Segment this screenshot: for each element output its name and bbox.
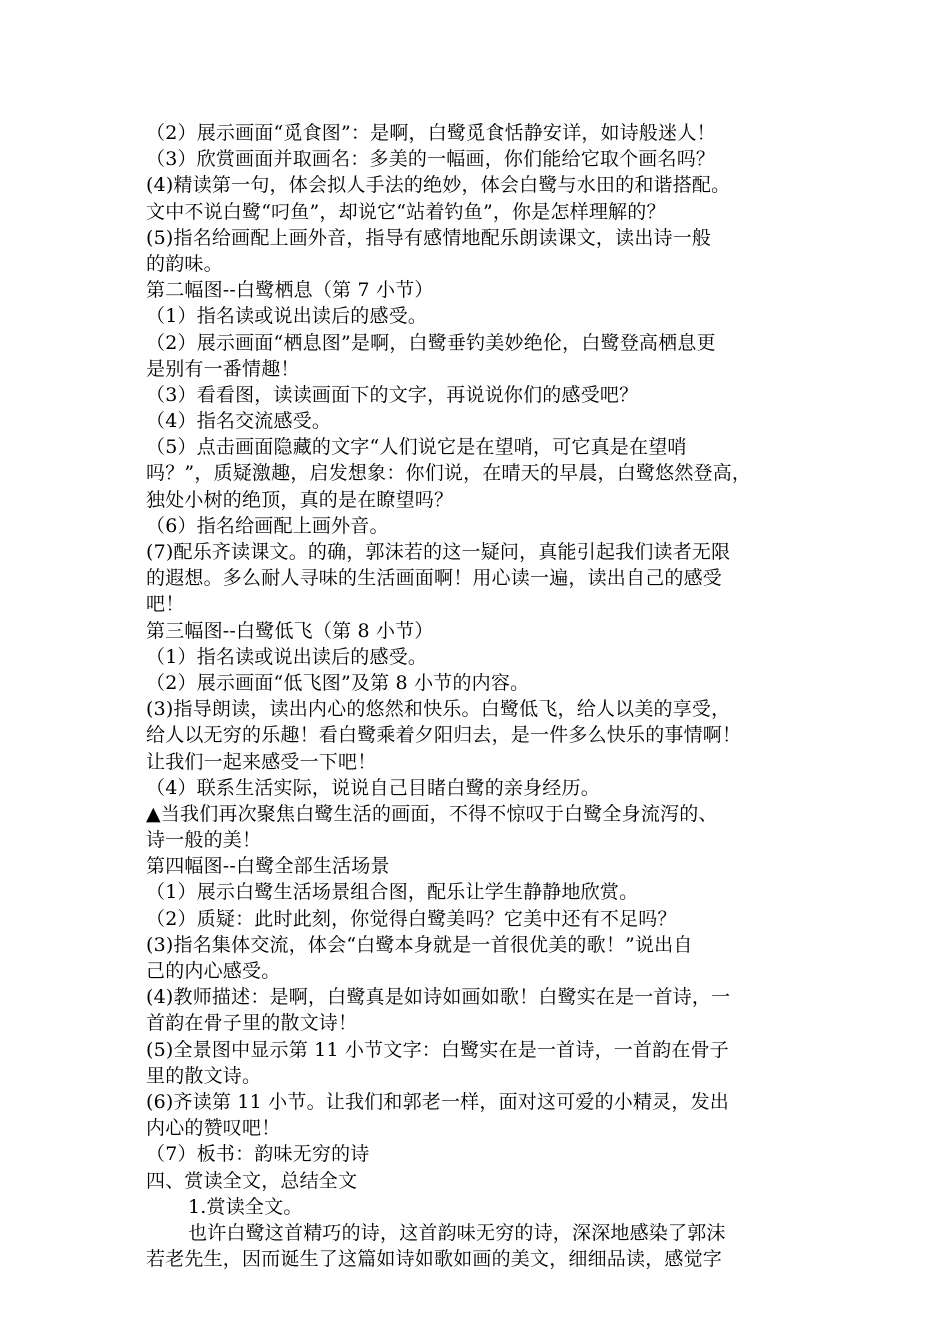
text-line: 第四幅图--白鹭全部生活场景 [146,855,390,878]
text-line: （2）展示画面“低飞图”及第 8 小节的内容。 [146,671,530,694]
text-line: 若老先生，因而诞生了这篇如诗如歌如画的美文，细细品读，感觉字 [146,1248,723,1271]
text-line: （3）看看图，读读画面下的文字，再说说你们的感受吧？ [146,383,639,406]
text-line: （2）展示画面“觅食图”：是啊，白鹭觅食恬静安详，如诗般迷人！ [146,122,716,144]
text-line: 四、赏读全文，总结全文 [146,1169,358,1192]
text-line: （1）展示白鹭生活场景组合图，配乐让学生静静地欣赏。 [146,881,639,904]
text-line: (5)全景图中显示第 11 小节文字：白鹭实在是一首诗，一首韵在骨子 [146,1038,729,1061]
text-line: 让我们一起来感受一下吧！ [146,750,377,773]
text-line: (5)指名给画配上画外音，指导有感情地配乐朗读课文，读出诗一般 [146,226,712,249]
text-line: （1）指名读或说出读后的感受。 [146,305,428,328]
text-line: 内心的赞叹吧！ [146,1117,281,1140]
text-line: 第三幅图--白鹭低飞（第 8 小节） [146,619,434,642]
text-line: ▲当我们再次聚焦白鹭生活的画面，不得不惊叹于白鹭全身流泻的、 [146,802,718,825]
text-line: 第二幅图--白鹭栖息（第 7 小节） [146,279,434,302]
text-line: （3）欣赏画面并取画名：多美的一幅画，你们能给它取个画名吗？ [146,148,716,171]
text-line: 1.赏读全文。 [188,1195,303,1218]
text-line: 文中不说白鹭“叼鱼”，却说它“站着钓鱼”，你是怎样理解的？ [146,200,666,223]
text-line: 的遐想。多么耐人寻味的生活画面啊！用心读一遍，读出自己的感受 [146,567,723,590]
text-line: （4）联系生活实际，说说自己目睹白鹭的亲身经历。 [146,776,600,799]
text-line: 吗？”，质疑激趣，启发想象：你们说，在晴天的早晨，白鹭悠然登高， [146,462,752,485]
text-line: （7）板书：韵味无穷的诗 [146,1143,370,1166]
text-line: 独处小树的绝顶，真的是在瞭望吗？ [146,488,454,511]
text-line: （1）指名读或说出读后的感受。 [146,645,428,668]
text-line: 里的散文诗。 [146,1064,262,1087]
text-line: 给人以无穷的乐趣！看白鹭乘着夕阳归去，是一件多么快乐的事情啊！ [146,724,742,747]
text-line: 的韵味。 [146,252,223,275]
text-line: (3)指导朗读，读出内心的悠然和快乐。白鹭低飞，给人以美的享受， [146,698,731,721]
text-line: (7)配乐齐读课文。的确，郭沫若的这一疑问，真能引起我们读者无限 [146,541,731,563]
text-line: 诗一般的美！ [146,829,262,852]
text-line: 吧！ [146,593,185,616]
text-line: （2）质疑：此时此刻，你觉得白鹭美吗？它美中还有不足吗？ [146,907,677,930]
text-line: 首韵在骨子里的散文诗！ [146,1012,358,1035]
text-line: 己的内心感受。 [146,960,281,982]
text-line: （5）点击画面隐藏的文字“人们说它是在望哨，可它真是在望哨 [146,436,687,459]
text-line: （6）指名给画配上画外音。 [146,514,389,537]
text-line: (4)精读第一句，体会拟人手法的绝妙，体会白鹭与水田的和谐搭配。 [146,174,731,197]
text-line: （4）指名交流感受。 [146,410,332,433]
text-line: （2）展示画面“栖息图”是啊，白鹭垂钓美妙绝伦，白鹭登高栖息更 [146,331,716,354]
text-line: (4)教师描述：是啊，白鹭真是如诗如画如歌！白鹭实在是一首诗，一 [146,986,731,1009]
text-line: 也许白鹭这首精巧的诗，这首韵味无穷的诗，深深地感染了郭沫 [188,1221,726,1244]
text-line: (3)指名集体交流，体会“白鹭本身就是一首很优美的歌！”说出自 [146,933,693,956]
text-line: (6)齐读第 11 小节。让我们和郭老一样，面对这可爱的小精灵，发出 [146,1090,729,1113]
document-body [146,120,806,1272]
text-line: 是别有一番情趣！ [146,357,300,380]
